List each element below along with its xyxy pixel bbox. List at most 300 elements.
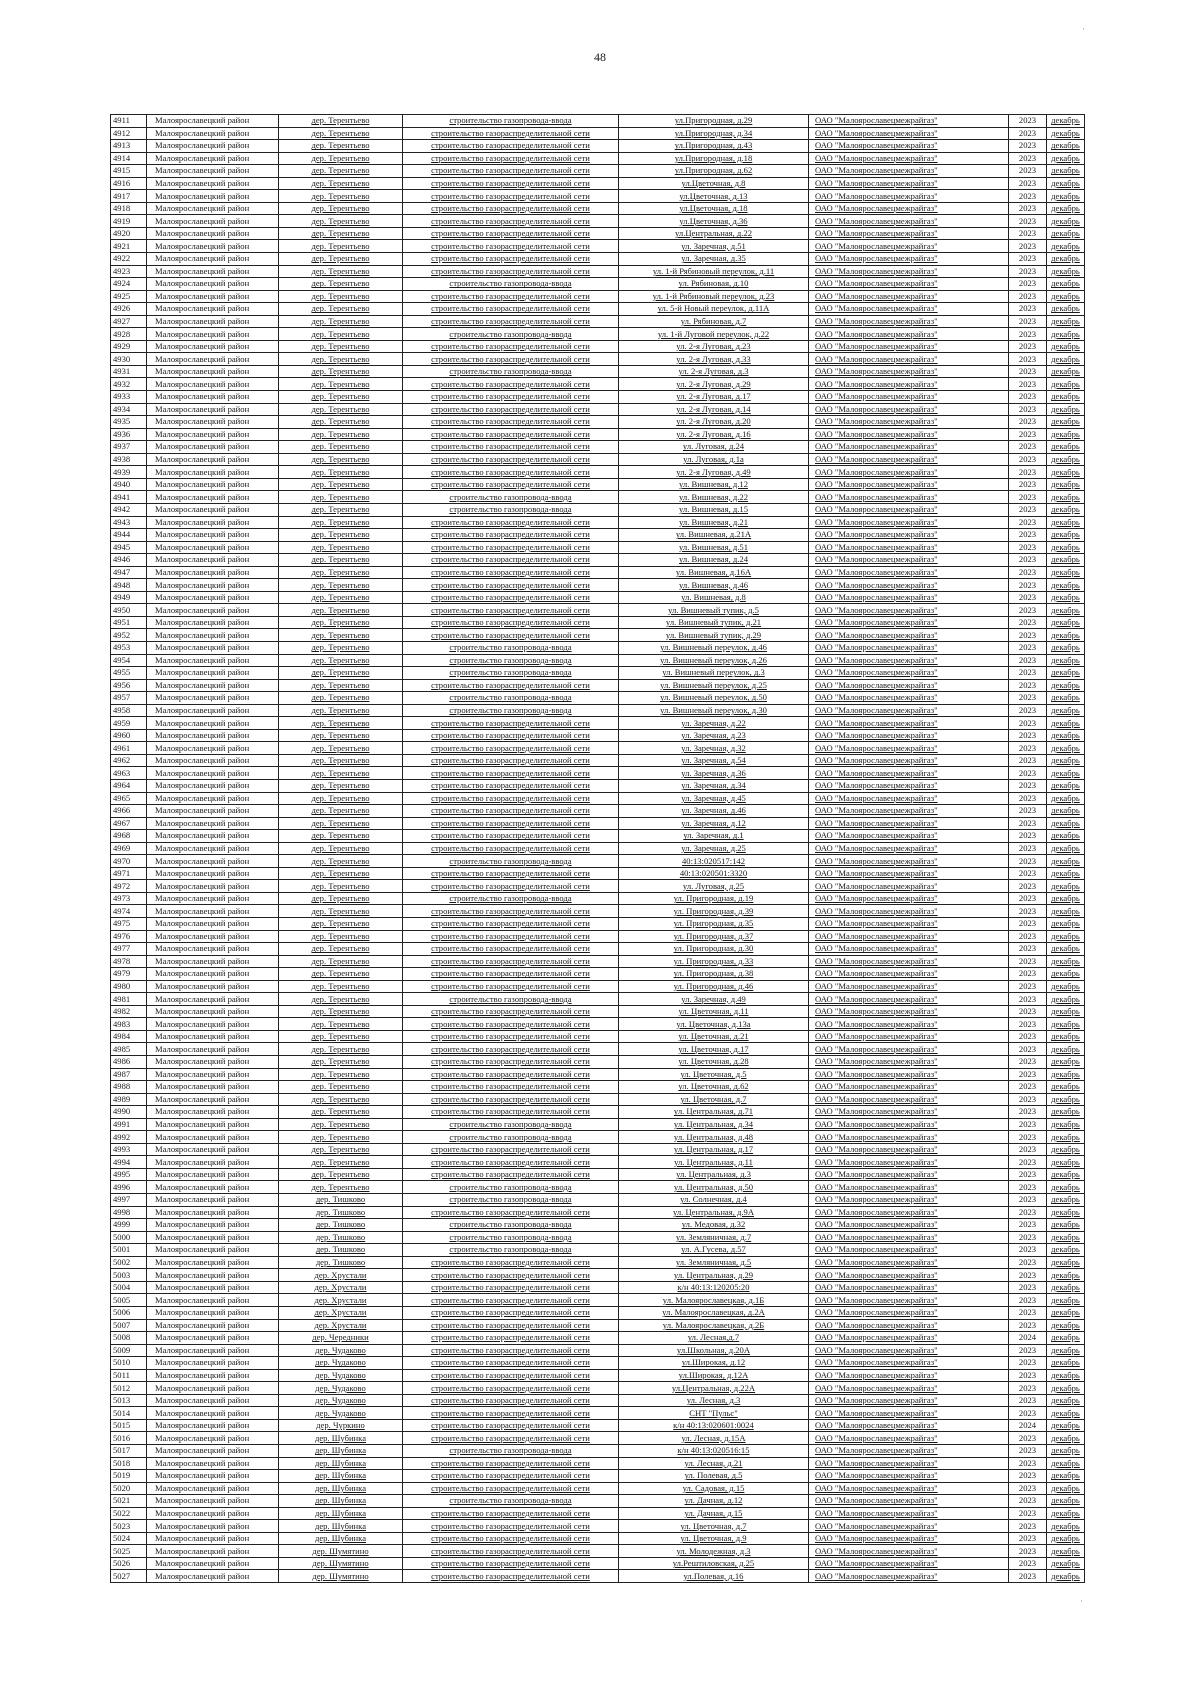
cell-district: Малоярославецкий район bbox=[147, 290, 279, 303]
cell-month: декабрь bbox=[1047, 591, 1085, 604]
cell-month: декабрь bbox=[1047, 1005, 1085, 1018]
cell-year: 2023 bbox=[1009, 1056, 1047, 1069]
cell-address: ул. Заречная, д.36 bbox=[619, 767, 809, 780]
cell-district: Малоярославецкий район bbox=[147, 516, 279, 529]
cell-organization: ОАО "Малоярославецмежрайгаз" bbox=[809, 403, 1009, 416]
cell-year: 2023 bbox=[1009, 867, 1047, 880]
cell-district: Малоярославецкий район bbox=[147, 115, 279, 128]
table-row bbox=[111, 265, 1085, 278]
cell-organization: ОАО "Малоярославецмежрайгаз" bbox=[809, 1570, 1009, 1583]
cell-month: декабрь bbox=[1047, 1407, 1085, 1420]
cell-year: 2023 bbox=[1009, 466, 1047, 479]
cell-district: Малоярославецкий район bbox=[147, 692, 279, 705]
table-row bbox=[111, 1382, 1085, 1395]
cell-month: декабрь bbox=[1047, 1143, 1085, 1156]
cell-settlement: дер. Терентьево bbox=[279, 1143, 403, 1156]
cell-address: ул. Вишневая, д.16А bbox=[619, 566, 809, 579]
cell-year: 2023 bbox=[1009, 641, 1047, 654]
cell-address: ул. Центральная, д.11 bbox=[619, 1156, 809, 1169]
cell-address: ул. Центральная, д.3 bbox=[619, 1168, 809, 1181]
cell-organization: ОАО "Малоярославецмежрайгаз" bbox=[809, 1106, 1009, 1119]
cell-settlement: дер. Терентьево bbox=[279, 641, 403, 654]
cell-work-type: строительство газораспределительной сети bbox=[403, 1281, 619, 1294]
cell-month: декабрь bbox=[1047, 1168, 1085, 1181]
cell-year: 2023 bbox=[1009, 1256, 1047, 1269]
cell-month: декабрь bbox=[1047, 1319, 1085, 1332]
cell-settlement: дер. Терентьево bbox=[279, 629, 403, 642]
cell-organization: ОАО "Малоярославецмежрайгаз" bbox=[809, 1143, 1009, 1156]
cell-year: 2023 bbox=[1009, 842, 1047, 855]
cell-address: ул.Пригородная, д.43 bbox=[619, 140, 809, 153]
cell-district: Малоярославецкий район bbox=[147, 566, 279, 579]
cell-organization: ОАО "Малоярославецмежрайгаз" bbox=[809, 591, 1009, 604]
table-row bbox=[111, 1495, 1085, 1508]
cell-settlement: дер. Терентьево bbox=[279, 604, 403, 617]
cell-month: декабрь bbox=[1047, 1081, 1085, 1094]
cell-year: 2023 bbox=[1009, 779, 1047, 792]
cell-year: 2023 bbox=[1009, 115, 1047, 128]
cell-month: декабрь bbox=[1047, 616, 1085, 629]
cell-organization: ОАО "Малоярославецмежрайгаз" bbox=[809, 566, 1009, 579]
cell-year: 2023 bbox=[1009, 290, 1047, 303]
cell-month: декабрь bbox=[1047, 1532, 1085, 1545]
cell-year: 2023 bbox=[1009, 253, 1047, 266]
cell-month: декабрь bbox=[1047, 1419, 1085, 1432]
cell-district: Малоярославецкий район bbox=[147, 378, 279, 391]
cell-address: ул. Пригородная, д.35 bbox=[619, 918, 809, 931]
cell-organization: ОАО "Малоярославецмежрайгаз" bbox=[809, 1482, 1009, 1495]
cell-work-type: строительство газораспределительной сети bbox=[403, 792, 619, 805]
gasification-registry-table bbox=[110, 114, 1085, 1583]
cell-address: 40:13:020501:3320 bbox=[619, 867, 809, 880]
cell-row-number: 5004 bbox=[111, 1281, 147, 1294]
table-row bbox=[111, 767, 1085, 780]
cell-row-number: 4954 bbox=[111, 654, 147, 667]
cell-district: Малоярославецкий район bbox=[147, 1181, 279, 1194]
cell-district: Малоярославецкий район bbox=[147, 202, 279, 215]
cell-year: 2023 bbox=[1009, 340, 1047, 353]
table-row bbox=[111, 667, 1085, 680]
cell-work-type: строительство газораспределительной сети bbox=[403, 202, 619, 215]
cell-address: ул. Вишневая, д.15 bbox=[619, 503, 809, 516]
cell-district: Малоярославецкий район bbox=[147, 704, 279, 717]
cell-district: Малоярославецкий район bbox=[147, 190, 279, 203]
cell-district: Малоярославецкий район bbox=[147, 1382, 279, 1395]
cell-year: 2023 bbox=[1009, 805, 1047, 818]
cell-year: 2023 bbox=[1009, 930, 1047, 943]
cell-work-type: строительство газораспределительной сети bbox=[403, 428, 619, 441]
table-row bbox=[111, 629, 1085, 642]
cell-row-number: 4996 bbox=[111, 1181, 147, 1194]
cell-row-number: 5021 bbox=[111, 1495, 147, 1508]
table-row bbox=[111, 328, 1085, 341]
cell-month: декабрь bbox=[1047, 1156, 1085, 1169]
cell-year: 2023 bbox=[1009, 190, 1047, 203]
cell-address: ул. Лесная, д.15А bbox=[619, 1432, 809, 1445]
cell-address: ул. 2-я Луговая, д.3 bbox=[619, 365, 809, 378]
cell-month: декабрь bbox=[1047, 1194, 1085, 1207]
cell-month: декабрь bbox=[1047, 930, 1085, 943]
cell-month: декабрь bbox=[1047, 1495, 1085, 1508]
cell-settlement: дер. Терентьево bbox=[279, 1118, 403, 1131]
cell-work-type: строительство газораспределительной сети bbox=[403, 1470, 619, 1483]
cell-district: Малоярославецкий район bbox=[147, 1470, 279, 1483]
cell-district: Малоярославецкий район bbox=[147, 980, 279, 993]
cell-district: Малоярославецкий район bbox=[147, 905, 279, 918]
cell-district: Малоярославецкий район bbox=[147, 842, 279, 855]
cell-year: 2023 bbox=[1009, 1219, 1047, 1232]
cell-work-type: строительство газораспределительной сети bbox=[403, 717, 619, 730]
cell-organization: ОАО "Малоярославецмежрайгаз" bbox=[809, 1407, 1009, 1420]
cell-year: 2023 bbox=[1009, 1168, 1047, 1181]
table-row bbox=[111, 303, 1085, 316]
cell-address: ул. Лесная, д.3 bbox=[619, 1394, 809, 1407]
cell-month: декабрь bbox=[1047, 1570, 1085, 1583]
cell-year: 2023 bbox=[1009, 315, 1047, 328]
table-row bbox=[111, 717, 1085, 730]
cell-settlement: дер. Чудаково bbox=[279, 1382, 403, 1395]
cell-settlement: дер. Шубинка bbox=[279, 1495, 403, 1508]
cell-settlement: дер. Шубинка bbox=[279, 1470, 403, 1483]
cell-work-type: строительство газораспределительной сети bbox=[403, 1206, 619, 1219]
cell-settlement: дер. Терентьево bbox=[279, 1156, 403, 1169]
cell-settlement: дер. Терентьево bbox=[279, 1018, 403, 1031]
cell-work-type: строительство газораспределительной сети bbox=[403, 754, 619, 767]
cell-address: ул. Цветочная, д.62 bbox=[619, 1081, 809, 1094]
cell-row-number: 5005 bbox=[111, 1294, 147, 1307]
cell-district: Малоярославецкий район bbox=[147, 1520, 279, 1533]
cell-address: ул. Заречная, д.12 bbox=[619, 817, 809, 830]
cell-address: ул. Малоярославецкая, д.2А bbox=[619, 1306, 809, 1319]
cell-row-number: 4955 bbox=[111, 667, 147, 680]
cell-year: 2023 bbox=[1009, 830, 1047, 843]
cell-year: 2023 bbox=[1009, 1520, 1047, 1533]
cell-month: декабрь bbox=[1047, 1557, 1085, 1570]
cell-district: Малоярославецкий район bbox=[147, 993, 279, 1006]
cell-organization: ОАО "Малоярославецмежрайгаз" bbox=[809, 830, 1009, 843]
cell-row-number: 4929 bbox=[111, 340, 147, 353]
cell-work-type: строительство газораспределительной сети bbox=[403, 1306, 619, 1319]
cell-work-type: строительство газораспределительной сети bbox=[403, 930, 619, 943]
cell-address: ул. 2-я Луговая, д.14 bbox=[619, 403, 809, 416]
table-row bbox=[111, 353, 1085, 366]
cell-settlement: дер. Терентьево bbox=[279, 315, 403, 328]
cell-district: Малоярославецкий район bbox=[147, 428, 279, 441]
cell-work-type: строительство газораспределительной сети bbox=[403, 1043, 619, 1056]
cell-work-type: строительство газопровода-ввода bbox=[403, 692, 619, 705]
table-row bbox=[111, 729, 1085, 742]
cell-year: 2023 bbox=[1009, 667, 1047, 680]
table-row bbox=[111, 115, 1085, 128]
cell-year: 2023 bbox=[1009, 729, 1047, 742]
cell-year: 2023 bbox=[1009, 993, 1047, 1006]
cell-organization: ОАО "Малоярославецмежрайгаз" bbox=[809, 428, 1009, 441]
table-row bbox=[111, 253, 1085, 266]
cell-work-type: строительство газораспределительной сети bbox=[403, 1407, 619, 1420]
cell-organization: ОАО "Малоярославецмежрайгаз" bbox=[809, 905, 1009, 918]
cell-work-type: строительство газораспределительной сети bbox=[403, 1520, 619, 1533]
table-row bbox=[111, 1520, 1085, 1533]
cell-settlement: дер. Терентьево bbox=[279, 403, 403, 416]
cell-work-type: строительство газопровода-ввода bbox=[403, 704, 619, 717]
cell-district: Малоярославецкий район bbox=[147, 792, 279, 805]
cell-work-type: строительство газораспределительной сети bbox=[403, 616, 619, 629]
cell-settlement: дер. Терентьево bbox=[279, 943, 403, 956]
cell-work-type: строительство газораспределительной сети bbox=[403, 918, 619, 931]
cell-address: ул. Дачная, д.15 bbox=[619, 1507, 809, 1520]
cell-settlement: дер. Хрустали bbox=[279, 1281, 403, 1294]
cell-row-number: 5024 bbox=[111, 1532, 147, 1545]
cell-organization: ОАО "Малоярославецмежрайгаз" bbox=[809, 478, 1009, 491]
cell-work-type: строительство газораспределительной сети bbox=[403, 1156, 619, 1169]
cell-settlement: дер. Терентьево bbox=[279, 541, 403, 554]
cell-work-type: строительство газораспределительной сети bbox=[403, 403, 619, 416]
cell-month: декабрь bbox=[1047, 365, 1085, 378]
cell-address: ул. Луговая, д.25 bbox=[619, 880, 809, 893]
cell-year: 2023 bbox=[1009, 792, 1047, 805]
table-row bbox=[111, 968, 1085, 981]
cell-work-type: строительство газораспределительной сети bbox=[403, 779, 619, 792]
table-row bbox=[111, 817, 1085, 830]
cell-address: ул. 5-й Новый переулок, д.11А bbox=[619, 303, 809, 316]
cell-organization: ОАО "Малоярославецмежрайгаз" bbox=[809, 1532, 1009, 1545]
cell-work-type: строительство газораспределительной сети bbox=[403, 478, 619, 491]
cell-organization: ОАО "Малоярославецмежрайгаз" bbox=[809, 1156, 1009, 1169]
table-row bbox=[111, 754, 1085, 767]
cell-address: ул. Земляничная, д.5 bbox=[619, 1256, 809, 1269]
table-row bbox=[111, 692, 1085, 705]
cell-organization: ОАО "Малоярославецмежрайгаз" bbox=[809, 641, 1009, 654]
cell-settlement: дер. Шубинка bbox=[279, 1432, 403, 1445]
cell-year: 2023 bbox=[1009, 1495, 1047, 1508]
cell-organization: ОАО "Малоярославецмежрайгаз" bbox=[809, 767, 1009, 780]
cell-row-number: 4952 bbox=[111, 629, 147, 642]
cell-settlement: дер. Чуркино bbox=[279, 1419, 403, 1432]
cell-month: декабрь bbox=[1047, 265, 1085, 278]
cell-row-number: 4967 bbox=[111, 817, 147, 830]
cell-work-type: строительство газораспределительной сети bbox=[403, 729, 619, 742]
cell-row-number: 5019 bbox=[111, 1470, 147, 1483]
cell-work-type: строительство газораспределительной сети bbox=[403, 1256, 619, 1269]
cell-year: 2023 bbox=[1009, 441, 1047, 454]
cell-month: декабрь bbox=[1047, 629, 1085, 642]
cell-month: декабрь bbox=[1047, 566, 1085, 579]
cell-district: Малоярославецкий район bbox=[147, 1206, 279, 1219]
cell-month: декабрь bbox=[1047, 478, 1085, 491]
cell-work-type: строительство газораспределительной сети bbox=[403, 391, 619, 404]
cell-address: ул. Цветочная, д.21 bbox=[619, 1030, 809, 1043]
cell-work-type: строительство газораспределительной сети bbox=[403, 968, 619, 981]
table-row bbox=[111, 1131, 1085, 1144]
cell-month: декабрь bbox=[1047, 993, 1085, 1006]
cell-year: 2023 bbox=[1009, 503, 1047, 516]
cell-month: декабрь bbox=[1047, 1432, 1085, 1445]
table-row bbox=[111, 1156, 1085, 1169]
cell-organization: ОАО "Малоярославецмежрайгаз" bbox=[809, 1231, 1009, 1244]
cell-settlement: дер. Терентьево bbox=[279, 152, 403, 165]
cell-year: 2023 bbox=[1009, 1081, 1047, 1094]
table-row bbox=[111, 604, 1085, 617]
table-row bbox=[111, 140, 1085, 153]
table-row bbox=[111, 566, 1085, 579]
cell-work-type: строительство газораспределительной сети bbox=[403, 805, 619, 818]
cell-work-type: строительство газораспределительной сети bbox=[403, 1018, 619, 1031]
cell-work-type: строительство газораспределительной сети bbox=[403, 253, 619, 266]
cell-year: 2024 bbox=[1009, 1332, 1047, 1345]
cell-address: ул. Заречная, д.23 bbox=[619, 729, 809, 742]
cell-settlement: дер. Хрустали bbox=[279, 1269, 403, 1282]
cell-settlement: дер. Чудаково bbox=[279, 1344, 403, 1357]
cell-work-type: строительство газораспределительной сети bbox=[403, 817, 619, 830]
cell-row-number: 4917 bbox=[111, 190, 147, 203]
cell-settlement: дер. Чудаково bbox=[279, 1369, 403, 1382]
cell-district: Малоярославецкий район bbox=[147, 1357, 279, 1370]
cell-work-type: строительство газораспределительной сети bbox=[403, 1093, 619, 1106]
cell-work-type: строительство газораспределительной сети bbox=[403, 466, 619, 479]
cell-month: декабрь bbox=[1047, 1444, 1085, 1457]
cell-year: 2023 bbox=[1009, 1532, 1047, 1545]
cell-organization: ОАО "Малоярославецмежрайгаз" bbox=[809, 1281, 1009, 1294]
cell-year: 2023 bbox=[1009, 968, 1047, 981]
cell-work-type: строительство газопровода-ввода bbox=[403, 1231, 619, 1244]
cell-district: Малоярославецкий район bbox=[147, 1344, 279, 1357]
table-row bbox=[111, 1470, 1085, 1483]
cell-district: Малоярославецкий район bbox=[147, 416, 279, 429]
cell-row-number: 5023 bbox=[111, 1520, 147, 1533]
cell-month: декабрь bbox=[1047, 1457, 1085, 1470]
cell-address: ул. Вишневый тупик, д.5 bbox=[619, 604, 809, 617]
cell-year: 2023 bbox=[1009, 717, 1047, 730]
cell-settlement: дер. Терентьево bbox=[279, 503, 403, 516]
cell-work-type: строительство газораспределительной сети bbox=[403, 955, 619, 968]
cell-district: Малоярославецкий район bbox=[147, 503, 279, 516]
cell-district: Малоярославецкий район bbox=[147, 1118, 279, 1131]
cell-year: 2023 bbox=[1009, 1357, 1047, 1370]
cell-organization: ОАО "Малоярославецмежрайгаз" bbox=[809, 416, 1009, 429]
cell-year: 2023 bbox=[1009, 328, 1047, 341]
cell-row-number: 4953 bbox=[111, 641, 147, 654]
cell-organization: ОАО "Малоярославецмежрайгаз" bbox=[809, 290, 1009, 303]
cell-settlement: дер. Терентьево bbox=[279, 227, 403, 240]
cell-district: Малоярославецкий район bbox=[147, 679, 279, 692]
cell-settlement: дер. Терентьево bbox=[279, 491, 403, 504]
cell-row-number: 5014 bbox=[111, 1407, 147, 1420]
table-row bbox=[111, 478, 1085, 491]
cell-organization: ОАО "Малоярославецмежрайгаз" bbox=[809, 1219, 1009, 1232]
table-row bbox=[111, 1194, 1085, 1207]
cell-month: декабрь bbox=[1047, 127, 1085, 140]
cell-organization: ОАО "Малоярославецмежрайгаз" bbox=[809, 1357, 1009, 1370]
cell-district: Малоярославецкий район bbox=[147, 1143, 279, 1156]
table-row bbox=[111, 466, 1085, 479]
cell-month: декабрь bbox=[1047, 441, 1085, 454]
cell-year: 2023 bbox=[1009, 1244, 1047, 1257]
cell-month: декабрь bbox=[1047, 165, 1085, 178]
cell-month: декабрь bbox=[1047, 353, 1085, 366]
cell-year: 2023 bbox=[1009, 1143, 1047, 1156]
cell-settlement: дер. Шубинка bbox=[279, 1444, 403, 1457]
table-row bbox=[111, 529, 1085, 542]
cell-work-type: строительство газораспределительной сети bbox=[403, 880, 619, 893]
cell-work-type: строительство газораспределительной сети bbox=[403, 1432, 619, 1445]
cell-month: декабрь bbox=[1047, 328, 1085, 341]
cell-address: ул. Земляничная, д.7 bbox=[619, 1231, 809, 1244]
cell-month: декабрь bbox=[1047, 503, 1085, 516]
table-row bbox=[111, 1319, 1085, 1332]
cell-work-type: строительство газопровода-ввода bbox=[403, 1118, 619, 1131]
cell-settlement: дер. Терентьево bbox=[279, 805, 403, 818]
cell-row-number: 4942 bbox=[111, 503, 147, 516]
cell-row-number: 4999 bbox=[111, 1219, 147, 1232]
table-row bbox=[111, 1219, 1085, 1232]
cell-year: 2023 bbox=[1009, 1407, 1047, 1420]
table-row bbox=[111, 1143, 1085, 1156]
cell-row-number: 4989 bbox=[111, 1093, 147, 1106]
cell-month: декабрь bbox=[1047, 1281, 1085, 1294]
cell-work-type: строительство газораспределительной сети bbox=[403, 867, 619, 880]
table-row bbox=[111, 177, 1085, 190]
cell-year: 2023 bbox=[1009, 1432, 1047, 1445]
cell-month: декабрь bbox=[1047, 1394, 1085, 1407]
cell-organization: ОАО "Малоярославецмежрайгаз" bbox=[809, 340, 1009, 353]
table-row bbox=[111, 516, 1085, 529]
cell-organization: ОАО "Малоярославецмежрайгаз" bbox=[809, 227, 1009, 240]
cell-month: декабрь bbox=[1047, 842, 1085, 855]
cell-month: декабрь bbox=[1047, 416, 1085, 429]
cell-month: декабрь bbox=[1047, 579, 1085, 592]
cell-settlement: дер. Шубинка bbox=[279, 1482, 403, 1495]
cell-work-type: строительство газораспределительной сети bbox=[403, 353, 619, 366]
cell-district: Малоярославецкий район bbox=[147, 1081, 279, 1094]
table-row bbox=[111, 1106, 1085, 1119]
table-row bbox=[111, 290, 1085, 303]
cell-month: декабрь bbox=[1047, 867, 1085, 880]
table-row bbox=[111, 503, 1085, 516]
cell-organization: ОАО "Малоярославецмежрайгаз" bbox=[809, 491, 1009, 504]
cell-month: декабрь bbox=[1047, 215, 1085, 228]
cell-row-number: 5012 bbox=[111, 1382, 147, 1395]
cell-district: Малоярославецкий район bbox=[147, 654, 279, 667]
cell-work-type: строительство газораспределительной сети bbox=[403, 742, 619, 755]
cell-district: Малоярославецкий район bbox=[147, 1319, 279, 1332]
cell-row-number: 4978 bbox=[111, 955, 147, 968]
cell-district: Малоярославецкий район bbox=[147, 1256, 279, 1269]
cell-settlement: дер. Терентьево bbox=[279, 1168, 403, 1181]
cell-year: 2023 bbox=[1009, 1231, 1047, 1244]
table-row bbox=[111, 1018, 1085, 1031]
cell-address: ул. Вишневый переулок, д.50 bbox=[619, 692, 809, 705]
cell-organization: ОАО "Малоярославецмежрайгаз" bbox=[809, 892, 1009, 905]
cell-settlement: дер. Терентьево bbox=[279, 867, 403, 880]
cell-address: ул. Пригородная, д.19 bbox=[619, 892, 809, 905]
cell-organization: ОАО "Малоярославецмежрайгаз" bbox=[809, 190, 1009, 203]
cell-year: 2023 bbox=[1009, 1482, 1047, 1495]
table-row bbox=[111, 1068, 1085, 1081]
cell-month: декабрь bbox=[1047, 980, 1085, 993]
cell-work-type: строительство газораспределительной сети bbox=[403, 1382, 619, 1395]
cell-district: Малоярославецкий район bbox=[147, 1194, 279, 1207]
cell-row-number: 4965 bbox=[111, 792, 147, 805]
cell-work-type: строительство газораспределительной сети bbox=[403, 1068, 619, 1081]
cell-settlement: дер. Терентьево bbox=[279, 290, 403, 303]
cell-row-number: 4977 bbox=[111, 943, 147, 956]
cell-month: декабрь bbox=[1047, 892, 1085, 905]
table-row bbox=[111, 742, 1085, 755]
cell-organization: ОАО "Малоярославецмежрайгаз" bbox=[809, 792, 1009, 805]
cell-district: Малоярославецкий район bbox=[147, 1332, 279, 1345]
cell-year: 2023 bbox=[1009, 278, 1047, 291]
cell-settlement: дер. Хрустали bbox=[279, 1306, 403, 1319]
